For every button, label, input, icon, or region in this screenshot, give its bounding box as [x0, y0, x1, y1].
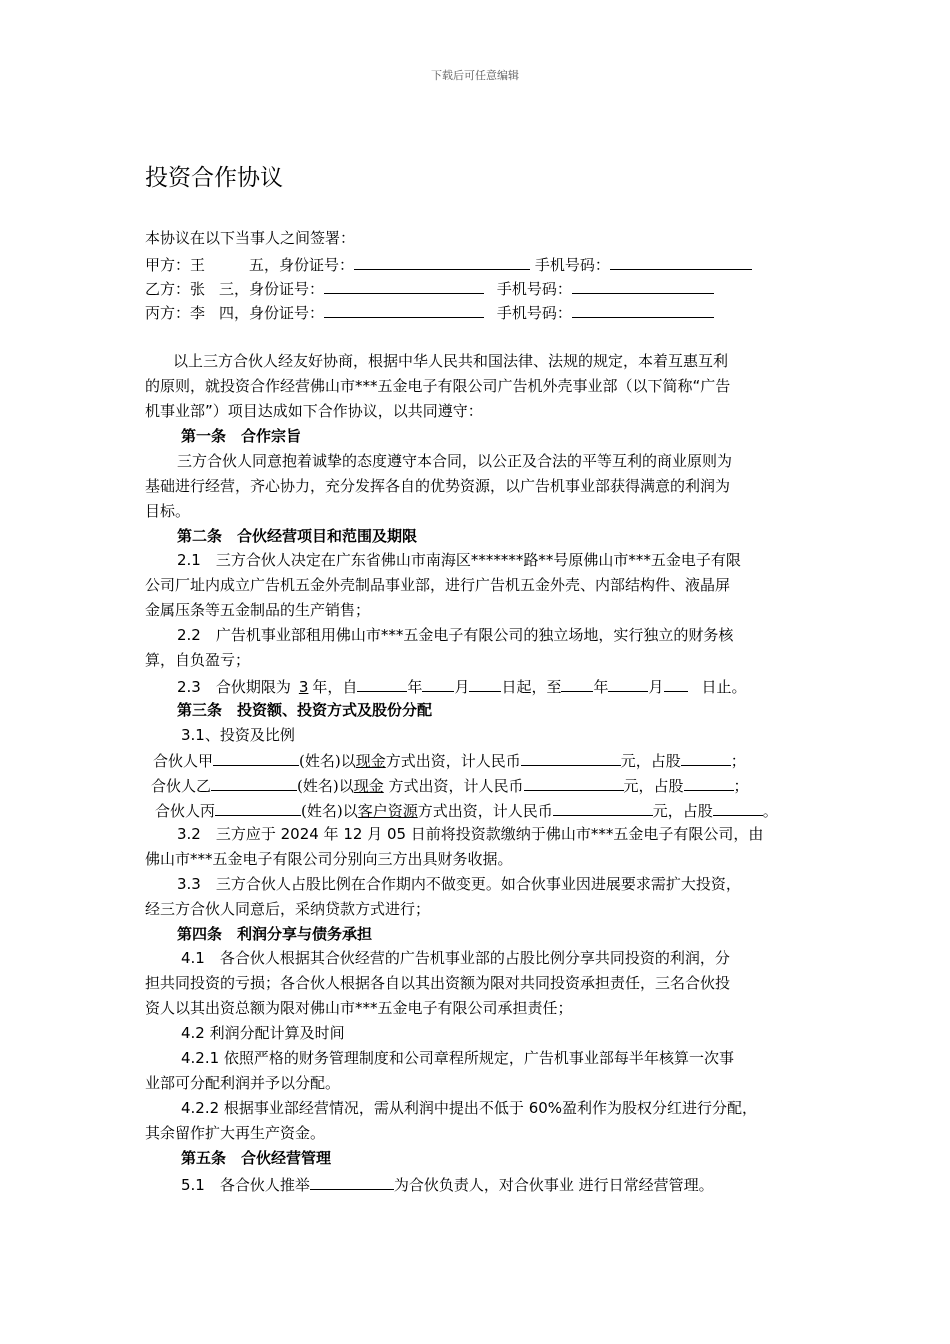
partner-text: (姓名)以	[299, 752, 356, 770]
page-header: 下载后可任意编辑	[431, 69, 519, 82]
party-a-id-blank[interactable]	[354, 254, 530, 270]
clause-3-3: 经三方合伙人同意后，采纳贷款方式进行；	[145, 900, 431, 918]
partner-text: 元，占股	[620, 752, 681, 770]
clause-4-2-2: 其余留作扩大再生产资金。	[145, 1124, 326, 1142]
partner-a-line	[153, 750, 746, 771]
party-a-phone-blank[interactable]	[610, 254, 752, 270]
end-year-blank[interactable]	[561, 676, 593, 692]
party-c-label: 丙方：李	[145, 304, 206, 322]
article-2-heading: 第二条 合伙经营项目和范围及期限	[177, 527, 418, 545]
clause-3-2: 3.2 三方应于 2024 年 12 月 05 日前将投资款缴纳于佛山市***五金电子有限公司，由	[177, 825, 764, 843]
partner-b-share-blank[interactable]	[684, 775, 734, 791]
party-a-line	[145, 254, 752, 275]
manager-name-blank[interactable]	[310, 1174, 394, 1190]
partner-a-name-blank[interactable]	[213, 750, 299, 766]
term-text: 年	[593, 678, 609, 696]
end-month-blank[interactable]	[608, 676, 648, 692]
clause-2-3	[177, 676, 747, 697]
partner-c-line	[155, 800, 778, 821]
party-b-label: 乙方：张	[145, 280, 206, 298]
term-text: 日起，至	[501, 678, 562, 696]
article-1-text: 基础进行经营，齐心协力，充分发挥各自的优势资源，以广告机事业部获得满意的利润为	[145, 477, 731, 495]
clause-4-1: 4.1 各合伙人根据其合伙经营的广告机事业部的占股比例分享共同投资的利润，分	[181, 949, 730, 967]
party-a-label: 甲方：王	[145, 256, 206, 274]
party-b-phone-blank[interactable]	[572, 278, 714, 294]
partner-a-share-blank[interactable]	[681, 750, 731, 766]
clause-5-1-text: 5.1 各合伙人推举	[181, 1176, 310, 1194]
term-text: 月	[648, 678, 664, 696]
clause-4-2-1: 4.2.1 依照严格的财务管理制度和公司章程所规定，广告机事业部每半年核算一次事	[181, 1049, 734, 1067]
partner-text: (姓名)以	[301, 802, 358, 820]
term-text: 月	[454, 678, 470, 696]
party-a-phone-label: 手机号码：	[534, 256, 610, 274]
clause-2-2: 2.2 广告机事业部租用佛山市***五金电子有限公司的独立场地，实行独立的财务核	[177, 626, 734, 644]
partner-a-label: 合伙人甲	[153, 752, 214, 770]
partner-a-method: 现金	[355, 752, 386, 770]
clause-3-1-title: 3.1、投资及比例	[181, 726, 295, 744]
partner-text: 元，占股	[652, 802, 713, 820]
clause-3-3: 3.3 三方合伙人占股比例在合作期内不做变更。如合伙事业因进展要求需扩大投资，	[177, 875, 741, 893]
clause-4-1: 担共同投资的亏损；各合伙人根据各自以其出资额为限对共同投资承担责任，三名合伙投	[145, 974, 731, 992]
partner-text: ；	[730, 752, 746, 770]
preamble-line: 的原则，就投资合作经营佛山市***五金电子有限公司广告机外壳事业部（以下简称“广告	[145, 377, 731, 395]
preamble-line: 机事业部”）项目达成如下合作协议，以共同遵守：	[145, 402, 483, 420]
term-text: 年，自	[312, 678, 358, 696]
party-c-name-rest: 四，身份证号：	[219, 304, 325, 322]
party-b-line	[145, 278, 714, 299]
clause-4-2-2: 4.2.2 根据事业部经营情况，需从利润中提出不低于 60%盈利作为股权分红进行分配，	[181, 1099, 758, 1117]
clause-2-1: 2.1 三方合伙人决定在广东省佛山市南海区*******路**号原佛山市***五金电子有限	[177, 551, 741, 569]
clause-3-2: 佛山市***五金电子有限公司分别向三方出具财务收据。	[145, 850, 513, 868]
partner-text: 方式出资，计人民币	[417, 802, 553, 820]
partner-b-amount-blank[interactable]	[524, 775, 624, 791]
clause-5-1-text: 为合伙负责人，对合伙事业 进行日常经营管理。	[393, 1176, 714, 1194]
partner-text: 。	[762, 802, 778, 820]
partner-b-name-blank[interactable]	[211, 775, 297, 791]
term-text: 年	[407, 678, 423, 696]
clause-2-2: 算，自负盈亏；	[145, 651, 251, 669]
intro-line: 本协议在以下当事人之间签署：	[145, 229, 356, 247]
partner-c-share-blank[interactable]	[713, 800, 763, 816]
start-day-blank[interactable]	[469, 676, 501, 692]
clause-4-1: 资人以其出资总额为限对佛山市***五金电子有限公司承担责任；	[145, 999, 573, 1017]
partner-b-method: 现金	[353, 777, 384, 795]
document-title: 投资合作协议	[145, 165, 283, 191]
partner-b-line	[151, 775, 749, 796]
article-5-heading: 第五条 合伙经营管理	[181, 1149, 332, 1167]
partner-c-name-blank[interactable]	[215, 800, 301, 816]
term-text: 日止。	[701, 678, 747, 696]
party-c-phone-label: 手机号码：	[496, 304, 572, 322]
article-1-heading: 第一条 合作宗旨	[181, 427, 302, 445]
partner-a-amount-blank[interactable]	[521, 750, 621, 766]
clause-4-2-1: 业部可分配利润并予以分配。	[145, 1074, 341, 1092]
partner-b-label: 合伙人乙	[151, 777, 212, 795]
clause-2-1: 金属压条等五金制品的生产销售；	[145, 601, 371, 619]
party-c-phone-blank[interactable]	[572, 302, 714, 318]
article-3-heading: 第三条 投资额、投资方式及股份分配	[177, 701, 433, 719]
clause-5-1	[181, 1174, 714, 1195]
clause-2-1: 公司厂址内成立广告机五金外壳制品事业部，进行广告机五金外壳、内部结构件、液晶屏	[145, 576, 731, 594]
party-c-line	[145, 302, 714, 323]
term-years: 3	[298, 678, 309, 696]
party-a-name-rest: 五，身份证号：	[249, 256, 355, 274]
party-b-id-blank[interactable]	[324, 278, 484, 294]
party-c-id-blank[interactable]	[324, 302, 484, 318]
partner-text: (姓名)以	[297, 777, 354, 795]
article-1-text: 三方合伙人同意抱着诚挚的态度遵守本合同，以公正及合法的平等互利的商业原则为	[177, 452, 733, 470]
partner-text: 方式出资，计人民币	[385, 752, 521, 770]
partner-text: ；	[733, 777, 749, 795]
partner-c-amount-blank[interactable]	[553, 800, 653, 816]
party-b-phone-label: 手机号码：	[496, 280, 572, 298]
clause-4-2: 4.2 利润分配计算及时间	[181, 1024, 345, 1042]
end-day-blank[interactable]	[664, 676, 688, 692]
article-1-text: 目标。	[145, 502, 191, 520]
partner-c-method: 客户资源	[357, 802, 418, 820]
partner-c-label: 合伙人丙	[155, 802, 216, 820]
preamble-line: 以上三方合伙人经友好协商，根据中华人民共和国法律、法规的规定，本着互惠互利	[173, 352, 729, 370]
party-b-name-rest: 三，身份证号：	[219, 280, 325, 298]
partner-text: 元，占股	[623, 777, 684, 795]
article-4-heading: 第四条 利润分享与债务承担	[177, 925, 373, 943]
start-month-blank[interactable]	[422, 676, 454, 692]
partner-text: 方式出资，计人民币	[383, 777, 524, 795]
term-label: 2.3 合伙期限为	[177, 678, 291, 696]
start-year-blank[interactable]	[357, 676, 407, 692]
